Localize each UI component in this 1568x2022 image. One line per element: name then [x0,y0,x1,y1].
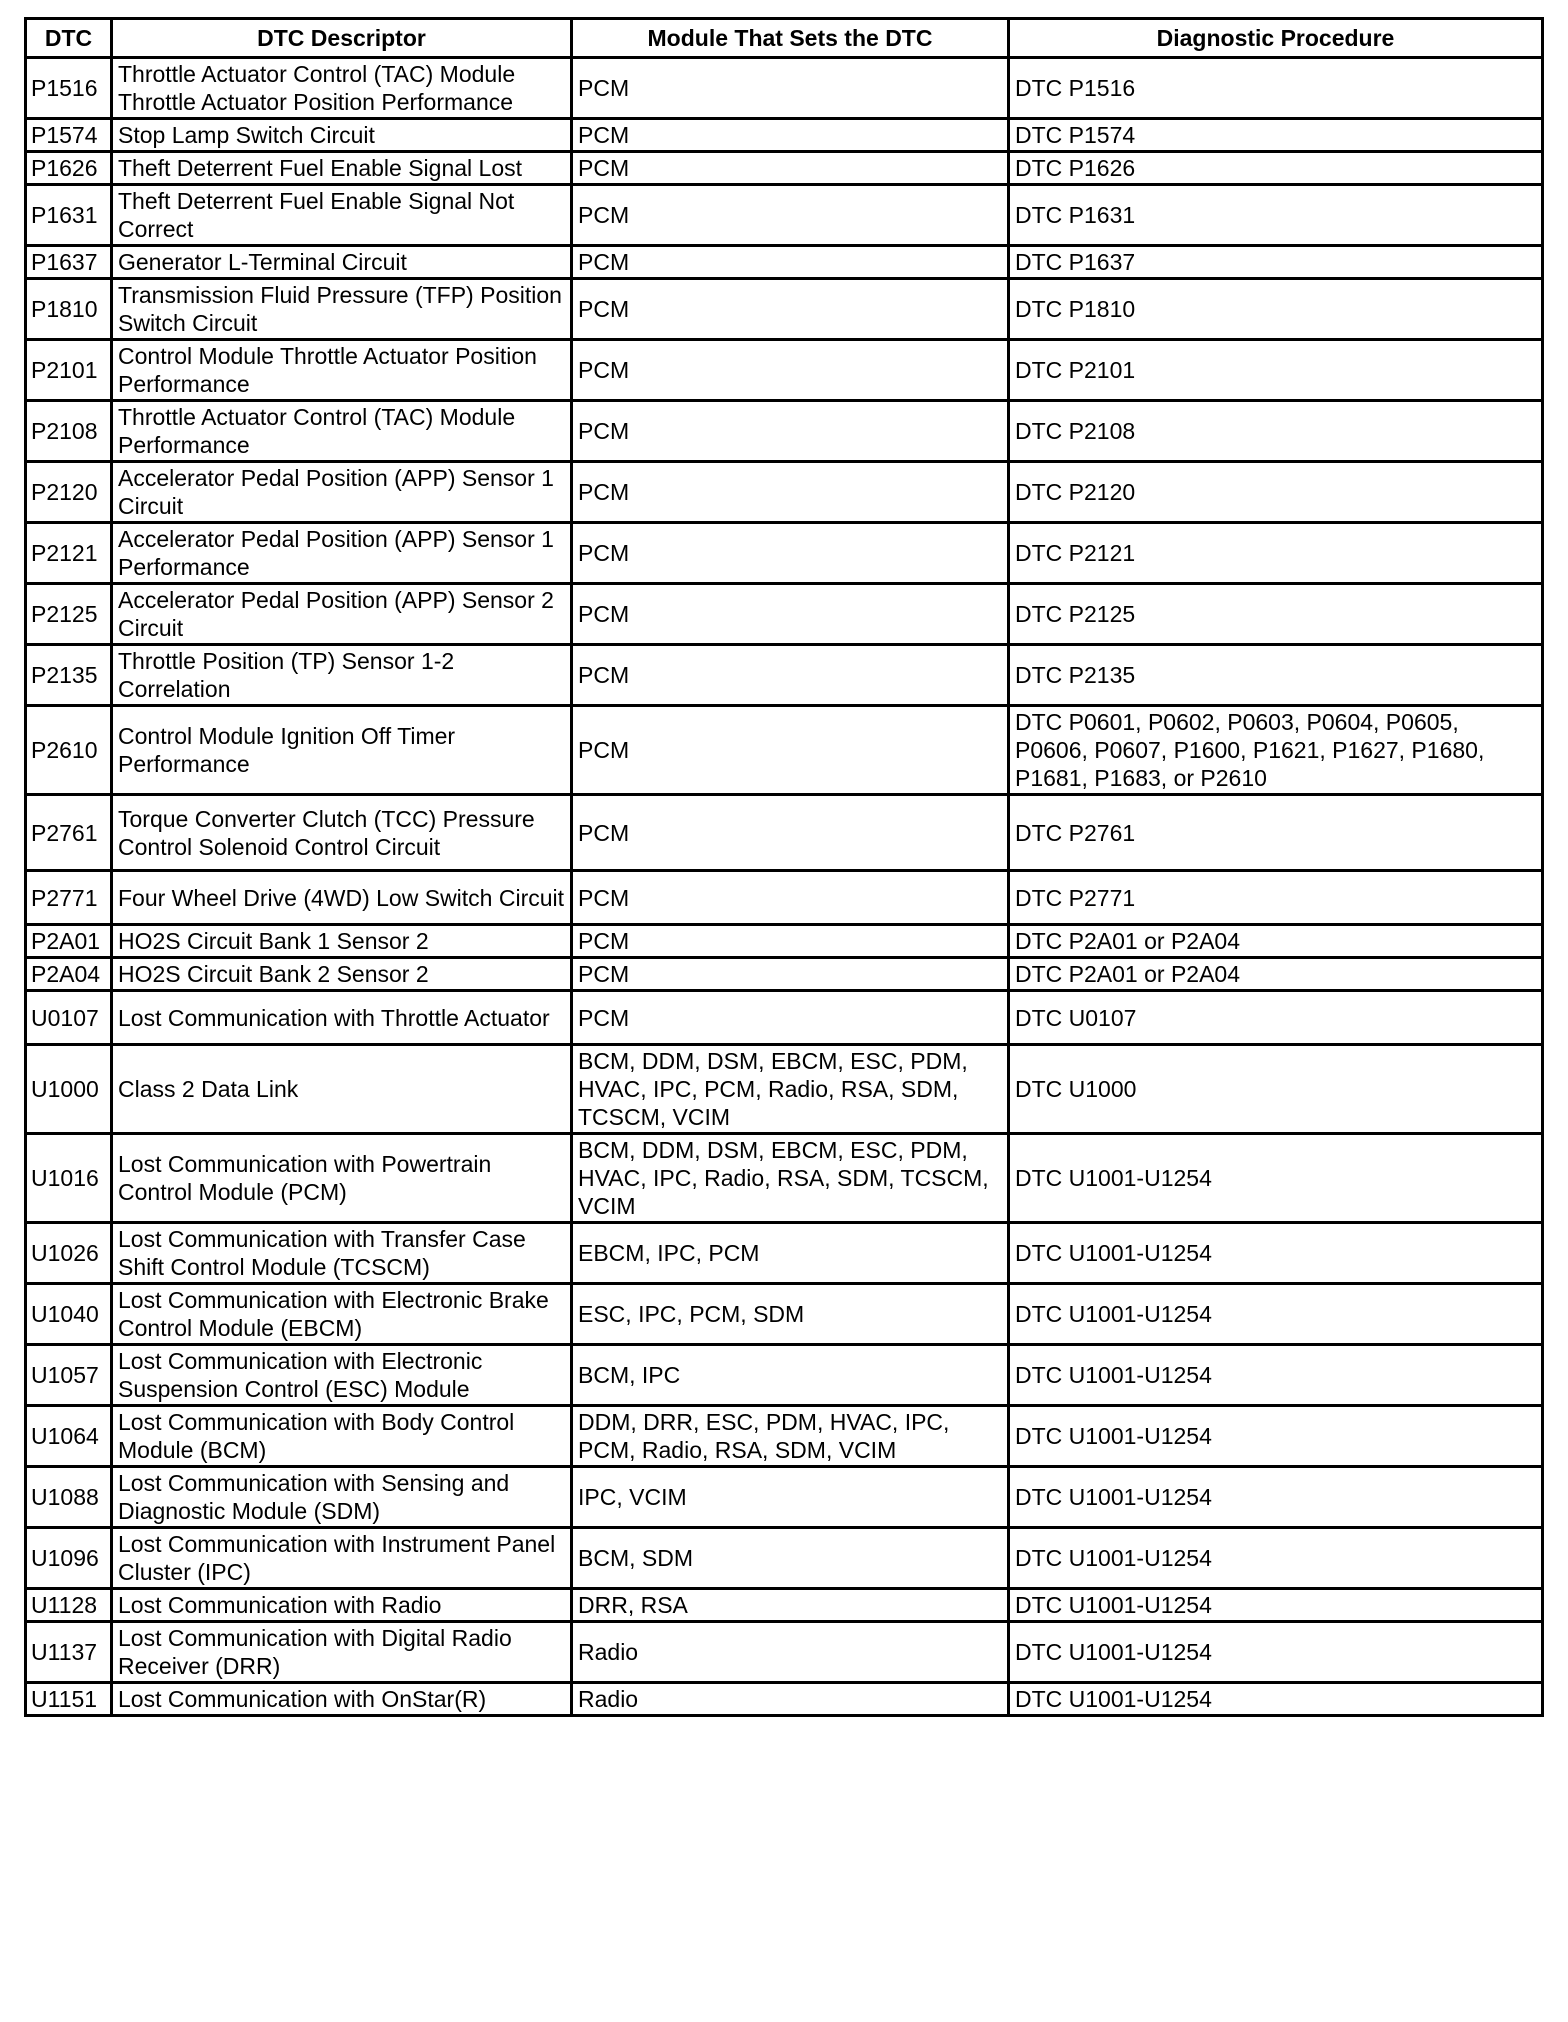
dtc-code-cell: U1040 [26,1284,112,1345]
dtc-code-cell: U1016 [26,1134,112,1223]
dtc-descriptor-cell: Throttle Position (TP) Sensor 1-2 Correlation [112,645,572,706]
module-cell: PCM [572,795,1009,871]
procedure-cell: DTC U1001-U1254 [1009,1528,1543,1589]
module-cell: PCM [572,152,1009,185]
procedure-cell: DTC P1810 [1009,279,1543,340]
table-body [26,58,1543,1716]
dtc-code-cell: P2610 [26,706,112,795]
module-cell: PCM [572,185,1009,246]
dtc-descriptor-cell: Four Wheel Drive (4WD) Low Switch Circuit [112,871,572,925]
dtc-descriptor-cell: Lost Communication with Body Control Module (BCM) [112,1406,572,1467]
dtc-code-cell: U1137 [26,1622,112,1683]
table-row [26,1406,1543,1467]
table-row [26,1284,1543,1345]
dtc-code-cell: P2120 [26,462,112,523]
table-row [26,991,1543,1045]
table-row [26,645,1543,706]
procedure-cell: DTC P1637 [1009,246,1543,279]
procedure-cell: DTC P2101 [1009,340,1543,401]
dtc-descriptor-cell: Class 2 Data Link [112,1045,572,1134]
dtc-descriptor-cell: Lost Communication with Sensing and Diagnostic Module (SDM) [112,1467,572,1528]
procedure-cell: DTC U1001-U1254 [1009,1223,1543,1284]
procedure-cell: DTC U1000 [1009,1045,1543,1134]
dtc-descriptor-cell: Lost Communication with Instrument Panel Cluster (IPC) [112,1528,572,1589]
table-row [26,1589,1543,1622]
table-header [26,19,1543,58]
procedure-cell: DTC P2A01 or P2A04 [1009,958,1543,991]
dtc-descriptor-cell: Transmission Fluid Pressure (TFP) Position Switch Circuit [112,279,572,340]
dtc-code-cell: U1026 [26,1223,112,1284]
header-dtc: DTC [26,19,112,58]
dtc-code-cell: P1626 [26,152,112,185]
table-row [26,871,1543,925]
dtc-code-cell: P2A01 [26,925,112,958]
module-cell: PCM [572,119,1009,152]
procedure-cell: DTC P1631 [1009,185,1543,246]
module-cell: PCM [572,462,1009,523]
procedure-cell: DTC U0107 [1009,991,1543,1045]
dtc-descriptor-cell: Control Module Throttle Actuator Position Performance [112,340,572,401]
procedure-cell: DTC P2120 [1009,462,1543,523]
table-row [26,795,1543,871]
dtc-descriptor-cell: Accelerator Pedal Position (APP) Sensor 1 Circuit [112,462,572,523]
dtc-descriptor-cell: Lost Communication with Powertrain Control Module (PCM) [112,1134,572,1223]
dtc-descriptor-cell: Torque Converter Clutch (TCC) Pressure Control Solenoid Control Circuit [112,795,572,871]
module-cell: Radio [572,1683,1009,1716]
table-row [26,279,1543,340]
module-cell: IPC, VCIM [572,1467,1009,1528]
dtc-code-cell: U1088 [26,1467,112,1528]
module-cell: PCM [572,523,1009,584]
table-row [26,958,1543,991]
dtc-code-cell: P2A04 [26,958,112,991]
dtc-table [24,17,1544,1717]
module-cell: PCM [572,246,1009,279]
dtc-code-cell: U0107 [26,991,112,1045]
dtc-descriptor-cell: Control Module Ignition Off Timer Performance [112,706,572,795]
dtc-code-cell: P2108 [26,401,112,462]
procedure-cell: DTC U1001-U1254 [1009,1467,1543,1528]
module-cell: BCM, DDM, DSM, EBCM, ESC, PDM, HVAC, IPC, Radio, RSA, SDM, TCSCM, VCIM [572,1134,1009,1223]
dtc-code-cell: P1631 [26,185,112,246]
module-cell: EBCM, IPC, PCM [572,1223,1009,1284]
dtc-descriptor-cell: HO2S Circuit Bank 2 Sensor 2 [112,958,572,991]
dtc-code-cell: U1128 [26,1589,112,1622]
table-row [26,1223,1543,1284]
dtc-descriptor-cell: Stop Lamp Switch Circuit [112,119,572,152]
module-cell: PCM [572,401,1009,462]
procedure-cell: DTC U1001-U1254 [1009,1345,1543,1406]
procedure-cell: DTC U1001-U1254 [1009,1284,1543,1345]
module-cell: DRR, RSA [572,1589,1009,1622]
module-cell: ESC, IPC, PCM, SDM [572,1284,1009,1345]
dtc-code-cell: P2771 [26,871,112,925]
dtc-descriptor-cell: Generator L-Terminal Circuit [112,246,572,279]
module-cell: PCM [572,340,1009,401]
procedure-cell: DTC P0601, P0602, P0603, P0604, P0605, P0606, P0607, P1600, P1621, P1627, P1680, P1681, P1683, or P2610 [1009,706,1543,795]
table-row [26,185,1543,246]
dtc-code-cell: U1151 [26,1683,112,1716]
module-cell: PCM [572,925,1009,958]
table-row [26,401,1543,462]
dtc-code-cell: P1516 [26,58,112,119]
table-row [26,706,1543,795]
dtc-code-cell: P2101 [26,340,112,401]
dtc-code-cell: P1810 [26,279,112,340]
procedure-cell: DTC P2125 [1009,584,1543,645]
dtc-descriptor-cell: Accelerator Pedal Position (APP) Sensor 1 Performance [112,523,572,584]
dtc-descriptor-cell: Lost Communication with Electronic Suspension Control (ESC) Module [112,1345,572,1406]
module-cell: PCM [572,645,1009,706]
dtc-descriptor-cell: Lost Communication with OnStar(R) [112,1683,572,1716]
dtc-code-cell: P1574 [26,119,112,152]
table-row [26,119,1543,152]
module-cell: DDM, DRR, ESC, PDM, HVAC, IPC, PCM, Radio, RSA, SDM, VCIM [572,1406,1009,1467]
procedure-cell: DTC U1001-U1254 [1009,1622,1543,1683]
table-row [26,1134,1543,1223]
table-row [26,584,1543,645]
dtc-descriptor-cell: Theft Deterrent Fuel Enable Signal Lost [112,152,572,185]
dtc-descriptor-cell: Throttle Actuator Control (TAC) Module Performance [112,401,572,462]
dtc-descriptor-cell: Lost Communication with Electronic Brake Control Module (EBCM) [112,1284,572,1345]
dtc-code-cell: U1064 [26,1406,112,1467]
table-row [26,58,1543,119]
dtc-descriptor-cell: Lost Communication with Throttle Actuator [112,991,572,1045]
procedure-cell: DTC U1001-U1254 [1009,1683,1543,1716]
table-row [26,1683,1543,1716]
table-row [26,246,1543,279]
table-row [26,1467,1543,1528]
procedure-cell: DTC P2135 [1009,645,1543,706]
dtc-code-cell: U1096 [26,1528,112,1589]
dtc-code-cell: P1637 [26,246,112,279]
dtc-code-cell: P2125 [26,584,112,645]
dtc-descriptor-cell: Lost Communication with Digital Radio Receiver (DRR) [112,1622,572,1683]
module-cell: PCM [572,58,1009,119]
procedure-cell: DTC U1001-U1254 [1009,1589,1543,1622]
module-cell: PCM [572,871,1009,925]
procedure-cell: DTC P2108 [1009,401,1543,462]
dtc-descriptor-cell: HO2S Circuit Bank 1 Sensor 2 [112,925,572,958]
table-row [26,1045,1543,1134]
table-row [26,523,1543,584]
procedure-cell: DTC U1001-U1254 [1009,1134,1543,1223]
dtc-descriptor-cell: Lost Communication with Radio [112,1589,572,1622]
table-row [26,340,1543,401]
header-row [26,19,1543,58]
header-module: Module That Sets the DTC [572,19,1009,58]
module-cell: PCM [572,584,1009,645]
procedure-cell: DTC P2761 [1009,795,1543,871]
procedure-cell: DTC P1626 [1009,152,1543,185]
table-row [26,1622,1543,1683]
dtc-descriptor-cell: Lost Communication with Transfer Case Shift Control Module (TCSCM) [112,1223,572,1284]
module-cell: PCM [572,991,1009,1045]
dtc-descriptor-cell: Theft Deterrent Fuel Enable Signal Not Correct [112,185,572,246]
table-row [26,152,1543,185]
table-row [26,1345,1543,1406]
dtc-code-cell: P2135 [26,645,112,706]
procedure-cell: DTC U1001-U1254 [1009,1406,1543,1467]
table-row [26,925,1543,958]
dtc-code-cell: P2121 [26,523,112,584]
dtc-descriptor-cell: Throttle Actuator Control (TAC) Module Throttle Actuator Position Performance [112,58,572,119]
table-row [26,1528,1543,1589]
procedure-cell: DTC P2121 [1009,523,1543,584]
dtc-code-cell: U1057 [26,1345,112,1406]
module-cell: Radio [572,1622,1009,1683]
module-cell: PCM [572,279,1009,340]
module-cell: BCM, DDM, DSM, EBCM, ESC, PDM, HVAC, IPC, PCM, Radio, RSA, SDM, TCSCM, VCIM [572,1045,1009,1134]
procedure-cell: DTC P1574 [1009,119,1543,152]
procedure-cell: DTC P1516 [1009,58,1543,119]
module-cell: BCM, SDM [572,1528,1009,1589]
dtc-code-cell: P2761 [26,795,112,871]
module-cell: BCM, IPC [572,1345,1009,1406]
module-cell: PCM [572,958,1009,991]
module-cell: PCM [572,706,1009,795]
dtc-code-cell: U1000 [26,1045,112,1134]
procedure-cell: DTC P2A01 or P2A04 [1009,925,1543,958]
header-procedure: Diagnostic Procedure [1009,19,1543,58]
table-row [26,462,1543,523]
dtc-descriptor-cell: Accelerator Pedal Position (APP) Sensor 2 Circuit [112,584,572,645]
header-descriptor: DTC Descriptor [112,19,572,58]
procedure-cell: DTC P2771 [1009,871,1543,925]
